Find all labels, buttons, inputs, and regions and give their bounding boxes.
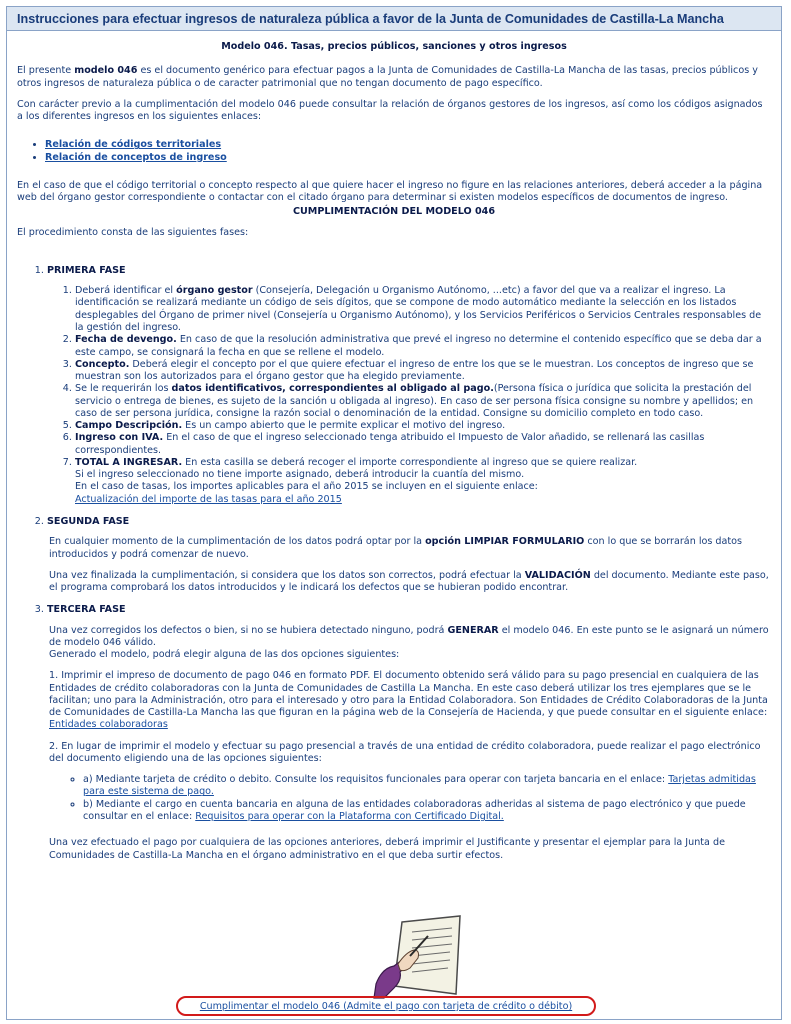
territorial-codes-link[interactable]: Relación de códigos territoriales bbox=[45, 139, 222, 151]
step-text: En esta casilla se deberá recoger el importe correspondiente al ingreso que se quiere realizar. bbox=[182, 456, 638, 468]
phase-text: 1. Imprimir el impreso de documento de pago 046 en formato PDF. El documento obtenido será válido para su pago presencial en cualquiera de las Entidades de crédito colaboradoras con la Junta de Comunidades de Castilla La Mancha. En este caso deberá utilizar los tres ejemplares que se le facilitan; uno para la Administración, otro para el interesado y otro para la Entidad Colaboradora. Son Entidades de Crédito Colaboradoras de la Junta de Comunidades de Castilla-La Mancha las que figuran en la página web de la Consejería de Hacienda, y que puede consultar en el siguiente enlace: bbox=[49, 670, 768, 719]
option-text: b) Mediante el cargo en cuenta bancaria en alguna de las entidades colaboradoras adheridas al sistema de pago electrónico y que puede consultar en el enlace: bbox=[83, 798, 746, 823]
phase-1-title: 1. PRIMERA FASE bbox=[47, 264, 126, 276]
step-text: Deberá elegir el concepto por el que quiere efectuar el ingreso de entre los que se le muestran. Los conceptos de ingreso que se muestran son los autorizados para el órgano gestor que ha elegido previamente. bbox=[75, 358, 754, 383]
step-bold-text: Ingreso con IVA. bbox=[75, 432, 164, 444]
fees-update-link[interactable]: Actualización del importe de las tasas para el año 2015 bbox=[75, 493, 342, 505]
step-bold-text: Fecha de devengo. bbox=[75, 334, 177, 346]
fill-form-link-box[interactable] bbox=[176, 996, 596, 1016]
phase-3-paragraph-1 bbox=[49, 625, 771, 662]
phase-item bbox=[47, 604, 771, 862]
income-concepts-link[interactable]: Relación de conceptos de ingreso bbox=[45, 151, 227, 163]
list-item bbox=[75, 285, 771, 334]
list-item bbox=[75, 420, 771, 432]
list-item bbox=[45, 139, 771, 151]
step-bold-text: órgano gestor bbox=[176, 285, 253, 297]
phase-item bbox=[47, 265, 771, 506]
intro-paragraph-3: En el caso de que el código territorial o concepto respecto al que quiere hacer el ingreso no figure en las relaciones anteriores, deberá acceder a la página web del órgano gestor correspondiente o contactar con el citado órgano para determinar si existen modelos específicos de documentos de ingreso. bbox=[17, 179, 763, 204]
phase-text: En cualquier momento de la cumplimentación de los datos podrá optar por la bbox=[49, 536, 426, 548]
intro-text: El presente bbox=[17, 65, 75, 77]
phases-list bbox=[17, 265, 771, 862]
step-text: En el caso de tasas, los importes aplicables para el año 2015 se incluyen en el siguiente enlace: bbox=[75, 481, 538, 493]
phase-3-title: 3. TERCERA FASE bbox=[47, 604, 126, 616]
phase-2-paragraph-1 bbox=[49, 536, 771, 561]
collaborating-entities-link[interactable]: Entidades colaboradoras bbox=[49, 719, 168, 731]
instructions-panel bbox=[6, 6, 782, 1020]
step-text: Es un campo abierto que le permite explicar el motivo del ingreso. bbox=[182, 420, 506, 432]
fill-model-046-link[interactable]: Cumplimentar el modelo 046 (Admite el pago con tarjeta de crédito o débito) bbox=[199, 1001, 573, 1012]
step-text: Si el ingreso seleccionado no tiene importe asignado, deberá introducir la cuantía del mismo. bbox=[75, 469, 525, 481]
phase-3-paragraph-4: Una vez efectuado el pago por cualquiera de las opciones anteriores, deberá imprimir el Justificante y presentar el ejemplar para la Junta de Comunidades de Castilla-La Mancha en el órgano administrativo en el que deba surtir efectos. bbox=[49, 837, 725, 861]
step-bold-text: Concepto. bbox=[75, 358, 130, 370]
phase-3-paragraph-3: 2. En lugar de imprimir el modelo y efectuar su pago presencial a través de una entidad de crédito colaboradora, puede realizar el pago electrónico del documento eligiendo una de las opciones siguientes: bbox=[49, 740, 761, 764]
hand-signing-document-icon bbox=[372, 914, 464, 1000]
payment-options-list bbox=[49, 774, 771, 823]
step-text: En caso de que la resolución administrativa que prevé el ingreso no determine el contenido específico que se deba dar a este campo, se consignará la fecha en que se rellene el modelo. bbox=[75, 334, 762, 358]
step-text: (Persona física o jurídica que solicita la prestación del servicio o entrega de bienes, es sujeto de la sanción u obligada al ingreso). En caso de ser persona física consigne su nombre y apellidos; en caso de ser persona jurídica, consigne la razón social o denominación de la entidad. Consigne su domicilio completo en todo caso. bbox=[75, 383, 754, 419]
intro-text: es el documento genérico para efectuar pagos a la Junta de Comunidades de Castilla-La Mancha de las tasas, precios públicos y otros ingresos de naturaleza pública o de caracter patrimonial que no tengan documento de pago específico. bbox=[17, 65, 758, 89]
phase-3-paragraph-2 bbox=[49, 670, 771, 731]
panel-header: Instrucciones para efectuar ingresos de naturaleza pública a favor de la Junta de Comunidades de Castilla-La Mancha bbox=[7, 7, 781, 31]
phase-text: Una vez corregidos los defectos o bien, si no se hubiera detectado ninguno, podrá bbox=[49, 624, 448, 636]
phase-bold-text: opción LIMPIAR FORMULARIO bbox=[425, 536, 585, 548]
list-item bbox=[75, 457, 771, 506]
list-item bbox=[45, 152, 771, 164]
phase-item bbox=[47, 516, 771, 594]
accepted-cards-link[interactable]: Tarjetas admitidas para este sistema de pago. bbox=[83, 774, 756, 798]
list-item bbox=[75, 334, 771, 359]
page-subtitle: Modelo 046. Tasas, precios públicos, sanciones y otros ingresos bbox=[221, 41, 567, 52]
phase-text: el modelo 046. En este punto se le asignará un número de modelo 046 válido. bbox=[49, 624, 769, 648]
step-text: En el caso de que el ingreso seleccionado tenga atribuido el Impuesto de Valor añadido, se rellenará las casillas correspondientes. bbox=[75, 432, 705, 456]
phase-text: Una vez finalizada la cumplimentación, si considera que los datos son correctos, podrá efectuar la bbox=[49, 569, 525, 581]
signing-illustration bbox=[372, 914, 464, 1000]
section-title: CUMPLIMENTACIÓN DEL MODELO 046 bbox=[292, 206, 496, 218]
list-item bbox=[75, 432, 771, 457]
phase-text: con lo que se borrarán los datos introducidos y podrá comenzar de nuevo. bbox=[49, 536, 743, 560]
list-item bbox=[83, 774, 771, 799]
step-text: Deberá identificar el bbox=[75, 285, 177, 297]
phase-3-body bbox=[47, 625, 771, 862]
list-item bbox=[75, 383, 771, 420]
intro-paragraph-4: El procedimiento consta de las siguientes fases: bbox=[17, 226, 249, 238]
reference-links-list bbox=[17, 139, 771, 164]
step-text: (Consejería, Delegación u Organismo Autónomo, ...etc) a favor del que va a realizar el ingreso. La identificación se realizará mediante un código de seis dígitos, que se compone de modo automático mediante la selección en los listados desplegables del Órgano de primer nivel (Consejería u Organismo Autónomo), y los Servicios Periféricos o Servicios Centrales responsables de la gestión del ingreso. bbox=[75, 285, 762, 333]
phase-2-paragraph-2 bbox=[49, 570, 771, 595]
phase-text: Generado el modelo, podrá elegir alguna de las dos opciones siguientes: bbox=[49, 649, 400, 661]
phase-text: del documento. Mediante este paso, el programa comprobará los datos introducidos y le indicará los defectos que se hubieran podido encontrar. bbox=[49, 569, 769, 594]
phase-bold-text: GENERAR bbox=[447, 624, 499, 636]
list-item bbox=[83, 799, 771, 824]
intro-paragraph-1 bbox=[17, 65, 771, 90]
panel-content bbox=[7, 41, 781, 862]
phase-bold-text: VALIDACIÓN bbox=[524, 569, 591, 581]
phase-2-body bbox=[47, 536, 771, 594]
step-bold-text: Campo Descripción. bbox=[75, 420, 183, 432]
phase-2-title: 2. SEGUNDA FASE bbox=[47, 515, 130, 527]
step-text: Se le requerirán los bbox=[75, 383, 172, 395]
step-bold-text: TOTAL A INGRESAR. bbox=[75, 456, 183, 468]
step-bold-text: datos identificativos, correspondientes al obligado al pago. bbox=[171, 383, 494, 395]
digital-certificate-requirements-link[interactable]: Requisitos para operar con la Plataforma con Certificado Digital. bbox=[195, 811, 504, 823]
phase-1-steps bbox=[47, 285, 771, 506]
intro-bold-text: modelo 046 bbox=[74, 65, 138, 77]
intro-paragraph-2: Con carácter previo a la cumplimentación del modelo 046 puede consultar la relación de órganos gestores de los ingresos, así como los códigos asignados a los diferentes ingresos en los siguientes enlaces: bbox=[17, 98, 763, 123]
option-text: a) Mediante tarjeta de crédito o debito. Consulte los requisitos funcionales para operar con tarjeta bancaria en el enlace: bbox=[83, 774, 669, 786]
list-item bbox=[75, 359, 771, 384]
